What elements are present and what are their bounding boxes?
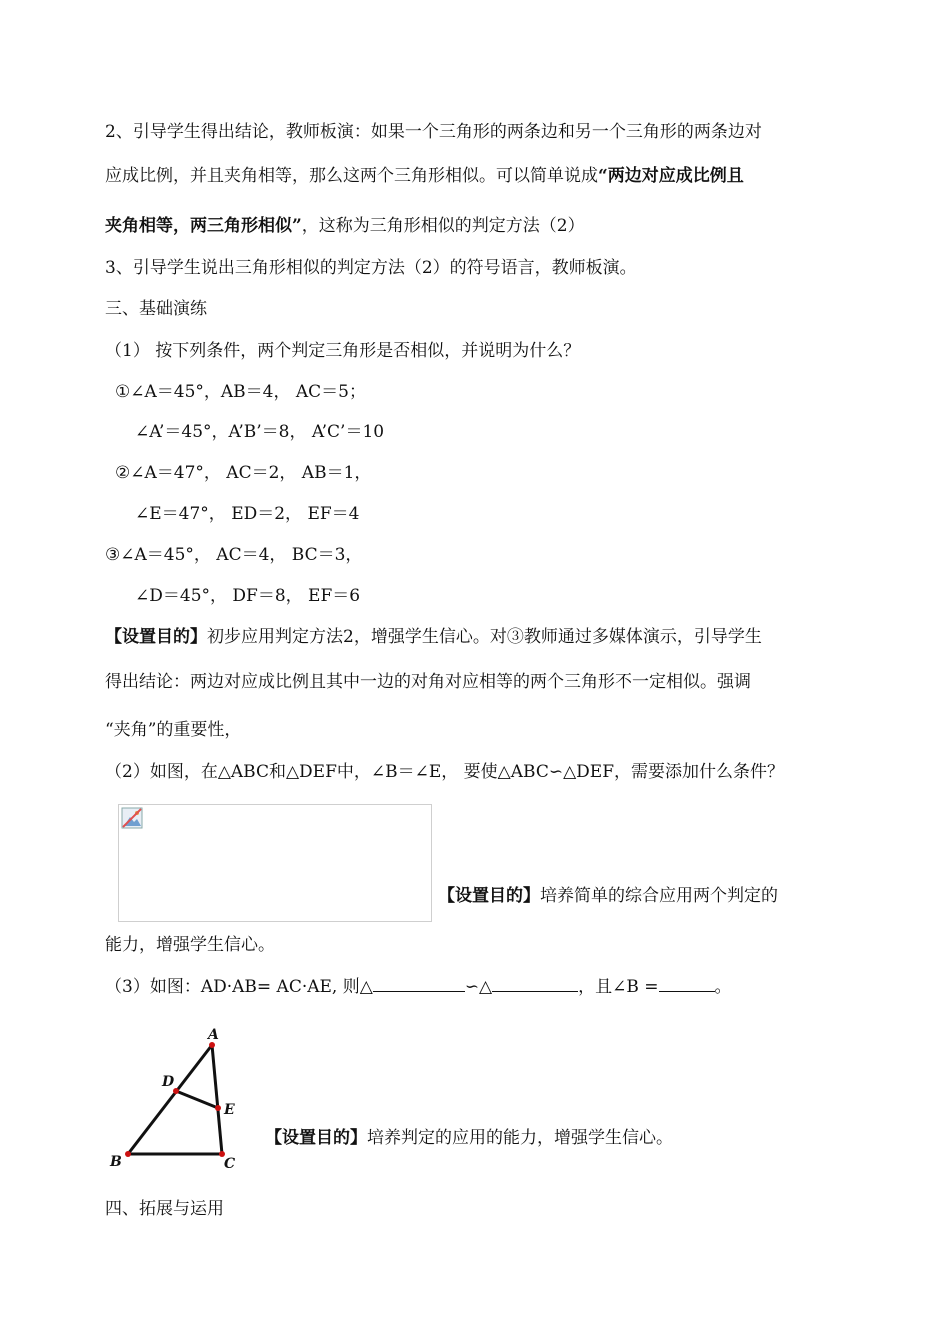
q3-purpose-text: 培养判定的应用的能力，增强学生信心。 <box>367 1128 673 1148</box>
q1-stem: （1） 按下列条件，两个判定三角形是否相似，并说明为什么？ <box>105 341 581 361</box>
q2-purpose-text: 培养简单的综合应用两个判定的 <box>540 886 778 906</box>
triangle-figure <box>100 1020 250 1175</box>
point-e <box>215 1105 221 1111</box>
q1-item-1: ①∠A＝45°，AB＝4， AC＝5； <box>115 382 366 402</box>
q3-purpose-tag: 【设置目的】 <box>265 1128 367 1148</box>
q3-blank-1[interactable] <box>373 975 465 992</box>
para2-line2 <box>105 164 744 188</box>
q3-mid: ，且∠B = <box>578 977 659 997</box>
side-ac <box>212 1045 222 1154</box>
purpose1-line1 <box>105 625 762 649</box>
label-a: A <box>208 1027 219 1043</box>
para2-line2-bold: “两边对应成比例且 <box>598 166 744 186</box>
q3-sim: ∽△ <box>464 977 493 997</box>
purpose1-tag: 【设置目的】 <box>105 627 207 647</box>
q3-blank-2[interactable] <box>492 975 578 992</box>
q2-image-placeholder <box>118 804 432 922</box>
q2-stem: （2）如图，在△ABC和△DEF中，∠B＝∠E， 要使△ABC∽△DEF，需要添加什么条件？ <box>105 762 785 782</box>
q3-end: 。 <box>714 977 732 997</box>
q1-item-5: ③∠A＝45°， AC＝4， BC＝3， <box>105 545 363 565</box>
label-d: D <box>162 1074 175 1090</box>
section4-title: 四、拓展与运用 <box>105 1199 224 1219</box>
para2-line3 <box>105 214 585 238</box>
para2-line2-text: 应成比例，并且夹角相等，那么这两个三角形相似。可以简单说成 <box>105 166 598 186</box>
purpose1-line2: 得出结论：两边对应成比例且其中一边的对角对应相等的两个三角形不一定相似。强调 <box>105 672 751 692</box>
q1-item-3: ②∠A＝47°， AC＝2， AB＝1， <box>115 463 372 483</box>
segment-de <box>176 1091 218 1108</box>
q2-purpose <box>438 884 778 908</box>
para2-line3-bold: 夹角相等，两三角形相似” <box>105 216 302 236</box>
label-c: C <box>224 1156 236 1172</box>
q3-purpose <box>265 1126 673 1150</box>
label-b: B <box>110 1154 122 1170</box>
q2-purpose-tag: 【设置目的】 <box>438 886 540 906</box>
q2-purpose-cont: 能力，增强学生信心。 <box>105 935 275 955</box>
para2-line1: 2、引导学生得出结论，教师板演：如果一个三角形的两条边和另一个三角形的两条边对 <box>105 122 762 142</box>
para2-line3-text: ，这称为三角形相似的判定方法（2） <box>301 216 585 236</box>
q3-stem <box>105 975 732 999</box>
broken-image-icon <box>121 807 143 829</box>
section3-title: 三、基础演练 <box>105 299 207 319</box>
label-e: E <box>224 1102 235 1118</box>
purpose1-text: 初步应用判定方法2，增强学生信心。对③教师通过多媒体演示，引导学生 <box>207 627 762 647</box>
q3-prefix: （3）如图：AD·AB= AC·AE, 则△ <box>105 977 373 997</box>
para3: 3、引导学生说出三角形相似的判定方法（2）的符号语言，教师板演。 <box>105 258 637 278</box>
purpose1-line3: “夹角”的重要性， <box>105 720 242 740</box>
q1-item-4: ∠E＝47°， ED＝2， EF＝4 <box>135 504 360 524</box>
q1-item-6: ∠D＝45°， DF＝8， EF＝6 <box>135 586 361 606</box>
q3-blank-3[interactable] <box>659 975 715 992</box>
q1-item-2: ∠A’＝45°，A’B’＝8， A’C’＝10 <box>135 422 385 442</box>
point-b <box>125 1151 131 1157</box>
